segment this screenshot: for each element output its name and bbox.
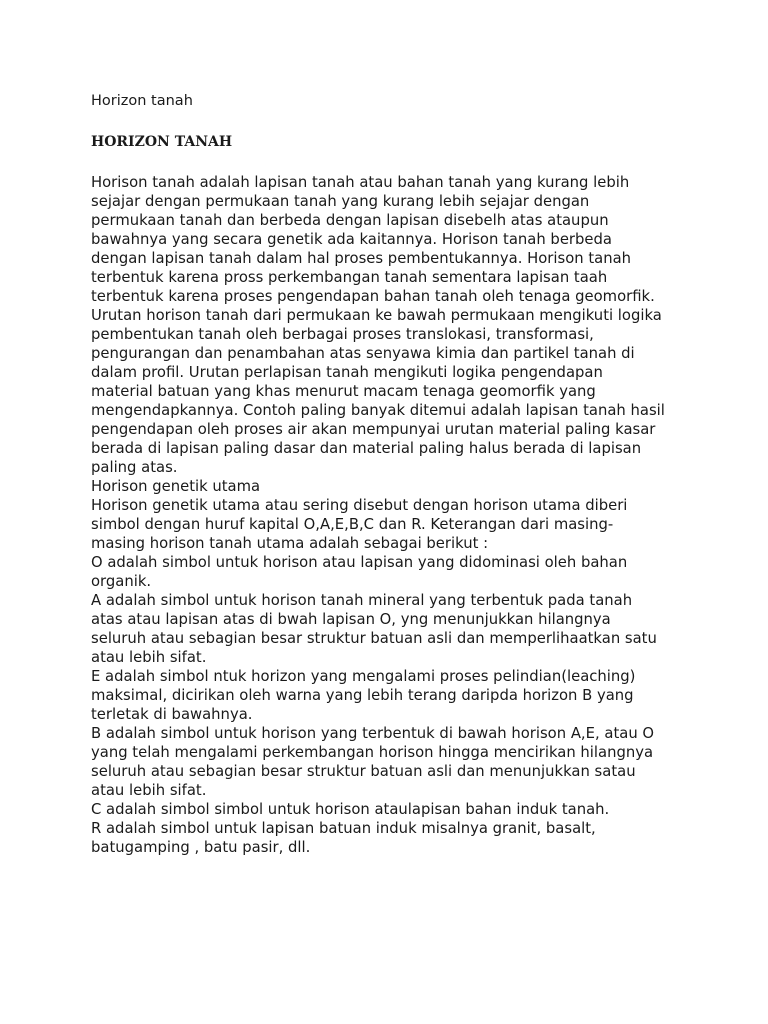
document-title: HORIZON TANAH <box>91 134 233 150</box>
horizon-r-item: R adalah simbol untuk lapisan batuan induk misalnya granit, basalt, batugamping , batu pasir, dll. <box>91 820 596 856</box>
document-body <box>91 173 761 857</box>
document-header: Horizon tanah <box>91 93 193 109</box>
horizon-a-item: A adalah simbol untuk horison tanah mineral yang terbentuk pada tanah atas atau lapisan atas di bwah lapisan O, yng menunjukkan hilangnya seluruh atau sebagian besar struktur batuan asli dan memperlihaatkan satu atau lebih sifat. <box>91 592 657 666</box>
horizon-o-item: O adalah simbol untuk horison atau lapisan yang didominasi oleh bahan organik. <box>91 554 628 590</box>
section-heading: Horison genetik utama <box>91 478 261 495</box>
horizon-e-item: E adalah simbol ntuk horizon yang mengalami proses pelindian(leaching) maksimal, dicirikan oleh warna yang lebih terang daripda horizon B yang terletak di bawahnya. <box>91 668 636 723</box>
section-intro-paragraph: Horison genetik utama atau sering disebut dengan horison utama diberi simbol dengan huruf kapital O,A,E,B,C dan R. Keterangan dari masing- masing horison tanah utama adalah sebagai berikut : <box>91 497 628 552</box>
horizon-c-item: C adalah simbol simbol untuk horison ataulapisan bahan induk tanah. <box>91 801 610 818</box>
horizon-b-item: B adalah simbol untuk horison yang terbentuk di bawah horison A,E, atau O yang telah mengalami perkembangan horison hingga mencirikan hilangnya seluruh atau sebagian besar struktur batuan asli dan menunjukkan satau atau lebih sifat. <box>91 725 655 799</box>
intro-paragraph: Horison tanah adalah lapisan tanah atau bahan tanah yang kurang lebih sejajar dengan permukaan tanah yang kurang lebih sejajar dengan permukaan tanah dan berbeda dengan lapisan disebelh atas ataupun bawahnya yang secara genetik ada kaitannya. Horison tanah berbeda dengan lapisan tanah dalam hal proses pembentukannya. Horison tanah terbentuk karena pross perkembangan tanah sementara lapisan taah terbentuk karena proses pengendapan bahan tanah oleh tenaga geomorfik. Urutan horison tanah dari permukaan ke bawah permukaan mengikuti logika pembentukan tanah oleh berbagai proses translokasi, transformasi, pengurangan dan penambahan atas senyawa kimia dan partikel tanah di dalam profil. Urutan perlapisan tanah mengikuti logika pengendapan material batuan yang khas menurut macam tenaga geomorfik yang mengendapkannya. Contoh paling banyak ditemui adalah lapisan tanah hasil pengendapan oleh proses air akan mempunyai urutan material paling kasar berada di lapisan paling dasar dan material paling halus berada di lapisan paling atas. <box>91 174 665 476</box>
document-page <box>91 92 761 857</box>
